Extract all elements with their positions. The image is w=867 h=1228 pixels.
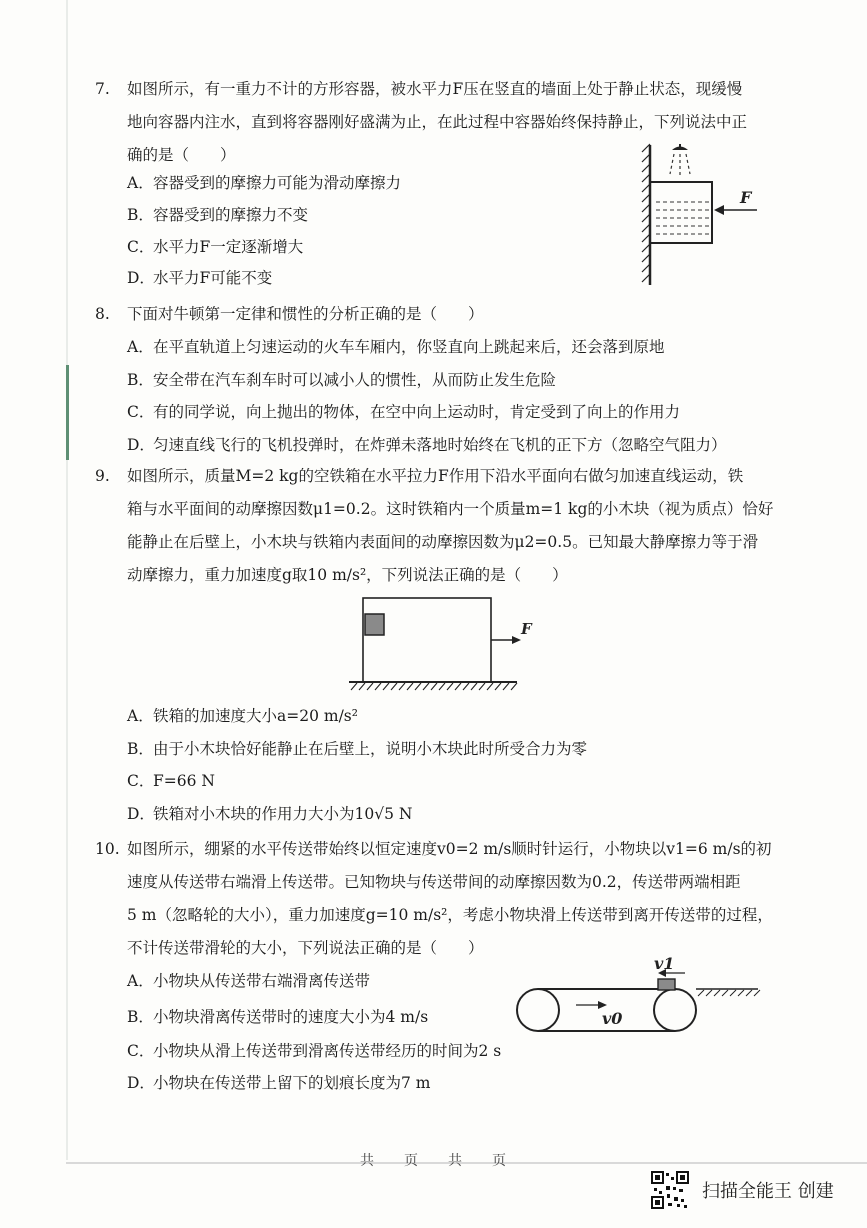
question-number: 10.: [95, 840, 120, 858]
option-8c: C．有的同学说，向上抛出的物体，在空中向上运动时，肯定受到了向上的作用力: [127, 403, 681, 421]
qr-code-icon: [650, 1170, 690, 1210]
option-10a: A．小物块从传送带右端滑离传送带: [127, 972, 371, 990]
option-7d: D．水平力F可能不变: [127, 269, 273, 287]
force-label: F: [521, 620, 532, 638]
question-line: 如图所示，质量M=2 kg的空铁箱在水平拉力F作用下沿水平面向右做匀加速直线运动，铁: [127, 467, 744, 485]
question-line: 下面对牛顿第一定律和惯性的分析正确的是（ ）: [127, 305, 484, 323]
question-line: 速度从传送带右端滑上传送带。已知物块与传送带间的动摩擦因数为0.2，传送带两端相距: [127, 873, 741, 891]
question-line: 地向容器内注水，直到将容器刚好盛满为止，在此过程中容器始终保持静止，下列说法中正: [127, 113, 748, 131]
option-9a: A．铁箱的加速度大小a=20 m/s²: [127, 707, 358, 725]
question-line: 如图所示，有一重力不计的方形容器，被水平力F压在竖直的墙面上处于静止状态，现缓慢: [127, 80, 743, 98]
option-10b: B．小物块滑离传送带时的速度大小为4 m/s: [127, 1008, 429, 1026]
option-7a: A．容器受到的摩擦力可能为滑动摩擦力: [127, 174, 402, 192]
option-7c: C．水平力F一定逐渐增大: [127, 238, 304, 256]
question-line: 不计传送带滑轮的大小，下列说法正确的是（ ）: [127, 939, 484, 957]
page-footer: 共 页 共 页: [360, 1153, 514, 1169]
question-8: [95, 298, 785, 331]
question-line: 5 m（忽略轮的大小），重力加速度g=10 m/s²，考虑小物块滑上传送带到离开传送带的过程，: [127, 906, 773, 924]
question-line: 动摩擦力，重力加速度g取10 m/s²，下列说法正确的是（ ）: [127, 566, 568, 584]
figure-iron-box: [345, 592, 535, 694]
option-10d: D．小物块在传送带上留下的划痕长度为7 m: [127, 1074, 431, 1092]
question-number: 9.: [95, 467, 110, 485]
option-9d: D．铁箱对小木块的作用力大小为10√5 N: [127, 805, 413, 823]
option-8a: A．在平直轨道上匀速运动的火车车厢内，你竖直向上跳起来后，还会落到原地: [127, 338, 665, 356]
question-number: 7.: [95, 80, 110, 98]
question-10: [95, 833, 785, 965]
option-8d: D．匀速直线飞行的飞机投弹时，在炸弹未落地时始终在飞机的正下方（忽略空气阻力）: [127, 436, 727, 454]
option-8b: B．安全带在汽车刹车时可以减小人的惯性，从而防止发生危险: [127, 371, 557, 389]
question-line: 如图所示，绷紧的水平传送带始终以恒定速度v0=2 m/s顺时针运行，小物块以v1=6 m/s的初: [127, 840, 772, 858]
force-label: F: [740, 188, 752, 207]
v1-label: v1: [654, 954, 675, 973]
figure-container-wall: [632, 140, 772, 290]
question-line: 能静止在后壁上，小木块与铁箱内表面间的动摩擦因数为μ2=0.5。已知最大静摩擦力等于滑: [127, 533, 759, 551]
scanner-label: 扫描全能王 创建: [702, 1181, 834, 1202]
scanner-watermark: [650, 1170, 834, 1210]
question-line: 箱与水平面间的动摩擦因数μ1=0.2。这时铁箱内一个质量m=1 kg的小木块（视为质点）恰好: [127, 500, 774, 518]
question-9: [95, 460, 785, 592]
figure-conveyor-belt: [512, 948, 762, 1040]
question-number: 8.: [95, 305, 110, 323]
option-10c: C．小物块从滑上传送带到滑离传送带经历的时间为2 s: [127, 1042, 502, 1060]
option-9b: B．由于小木块恰好能静止在后壁上，说明小木块此时所受合力为零: [127, 740, 588, 758]
v0-label: v0: [602, 1009, 623, 1028]
page-edge: [66, 0, 68, 1160]
option-9c: C．F=66 N: [127, 772, 215, 790]
question-line: 确的是（ ）: [127, 146, 236, 164]
option-7b: B．容器受到的摩擦力不变: [127, 206, 309, 224]
page-binding-mark: [66, 365, 69, 460]
